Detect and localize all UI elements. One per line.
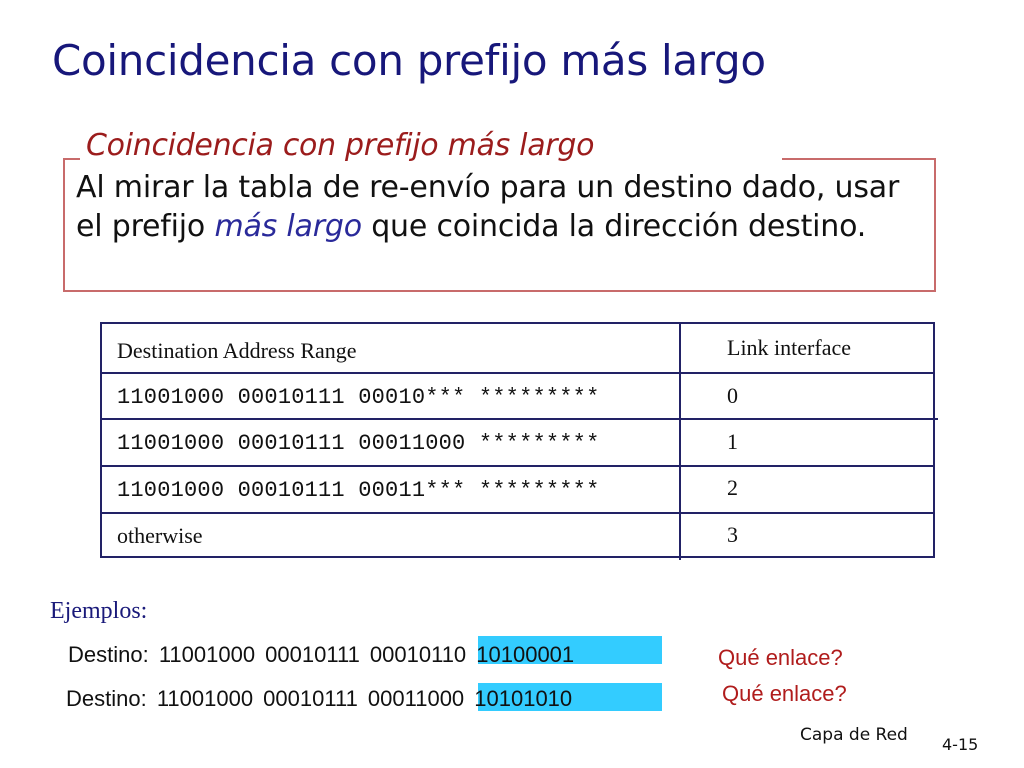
example-question: Qué enlace? bbox=[718, 645, 843, 670]
table-column-divider bbox=[679, 322, 681, 560]
table-divider bbox=[100, 512, 935, 514]
definition-text-emphasis: más largo bbox=[214, 209, 362, 244]
footer-chapter: Capa de Red bbox=[800, 725, 908, 745]
table-cell-range: 11001000 00010111 00010*** ********* bbox=[117, 385, 600, 410]
example-question: Qué enlace? bbox=[722, 681, 847, 706]
definition-text bbox=[76, 168, 926, 246]
table-cell-range: 11001000 00010111 00011000 ********* bbox=[117, 431, 600, 456]
table-divider bbox=[100, 418, 938, 420]
definition-text-after: que coincida la dirección destino. bbox=[361, 209, 867, 244]
example-destination: Destino: 11001000 00010111 00010110 10100001 bbox=[68, 642, 575, 667]
table-cell-link: 0 bbox=[727, 383, 738, 408]
table-divider bbox=[100, 372, 935, 374]
slide-title: Coincidencia con prefijo más largo bbox=[52, 36, 766, 85]
definition-text-before: Al mirar la tabla de re-envío para un destino dado, usar el prefijo bbox=[76, 170, 900, 244]
examples-label: Ejemplos: bbox=[50, 598, 148, 624]
table-cell-range: otherwise bbox=[117, 523, 203, 548]
table-cell-link: 1 bbox=[727, 429, 738, 454]
table-cell-range: 11001000 00010111 00011*** ********* bbox=[117, 478, 600, 503]
table-header-link: Link interface bbox=[727, 335, 851, 360]
table-cell-link: 3 bbox=[727, 522, 738, 547]
table-cell-link: 2 bbox=[727, 475, 738, 500]
example-destination: Destino: 11001000 00010111 00011000 10101010 bbox=[66, 686, 573, 711]
table-divider bbox=[100, 465, 935, 467]
table-header-range: Destination Address Range bbox=[117, 338, 357, 363]
definition-caption: Coincidencia con prefijo más largo bbox=[86, 128, 595, 163]
footer-page-number: 4-15 bbox=[942, 735, 979, 754]
